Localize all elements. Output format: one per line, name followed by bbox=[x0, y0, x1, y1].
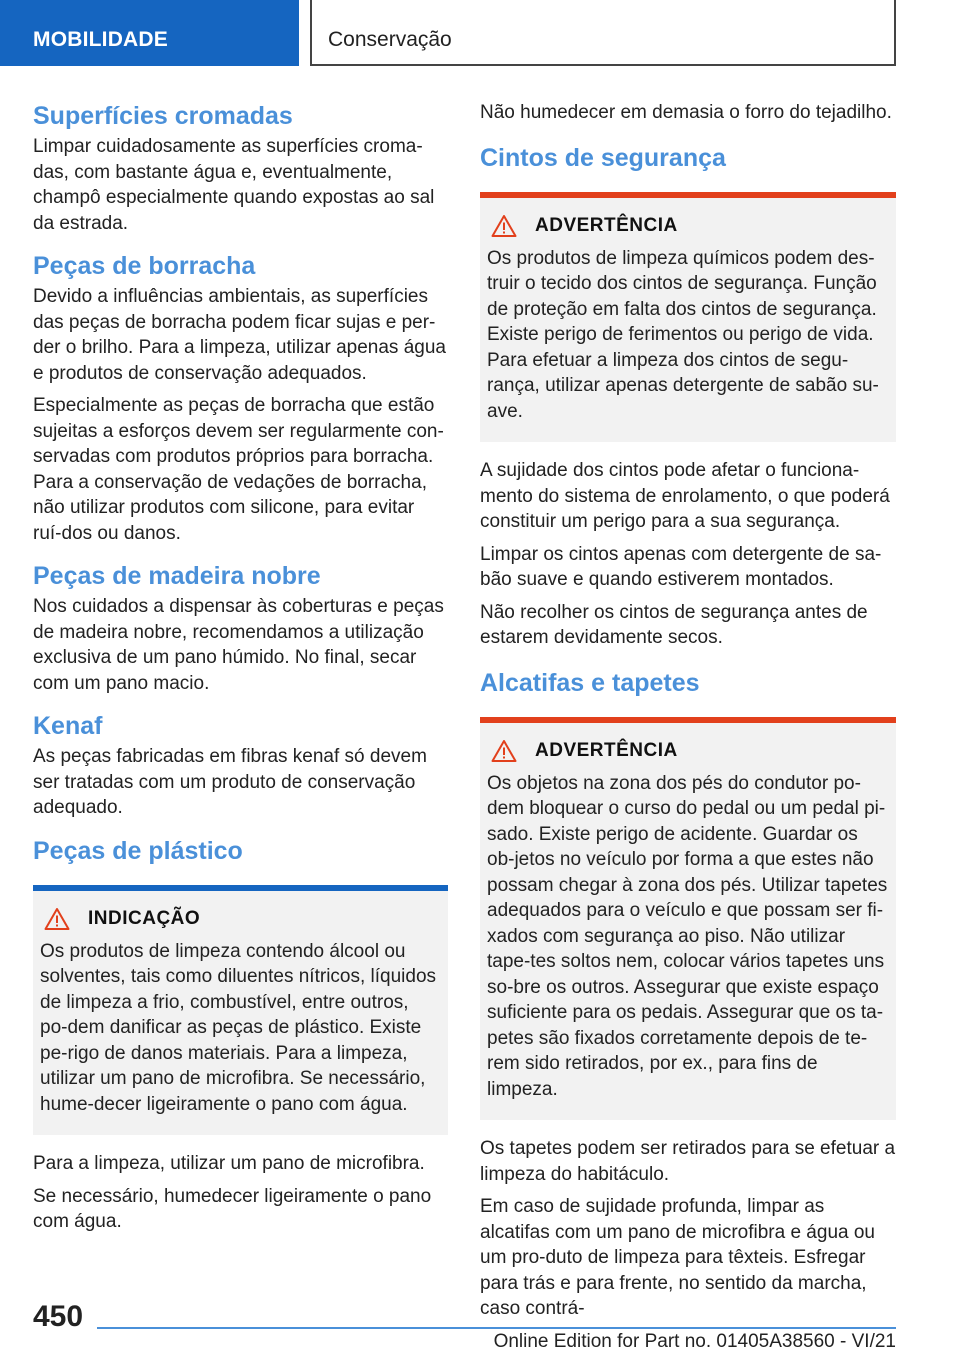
warning-header bbox=[487, 212, 888, 240]
section-kenaf bbox=[33, 710, 448, 821]
paragraph: Os tapetes podem ser retirados para se efetuar a limpeza do habitáculo. bbox=[480, 1138, 896, 1185]
heading-belts: Cintos de segurança bbox=[480, 143, 726, 172]
heading-kenaf: Kenaf bbox=[33, 712, 103, 740]
paragraph: Se necessário, humedecer ligeiramente o pano com água. bbox=[33, 1185, 432, 1232]
heading-chrome: Superfícies cromadas bbox=[33, 102, 293, 130]
notice-text: Os produtos de limpeza contendo álcool ou solventes, tais como diluentes nítricos, líquidos de limpeza a frio, combustível, entre outros, po‐dem danificar as peças de plástico. Existe pe‐rigo de danos materiais. Para a limpeza, utilizar um pano de microfibra. Se necessário, hume‐decer ligeiramente o pano com água. bbox=[40, 940, 437, 1115]
right-column bbox=[480, 100, 896, 1322]
notice-box bbox=[33, 885, 448, 1136]
paragraph: Em caso de sujidade profunda, limpar as alcatifas com um pano de microfibra e água ou um pro‐duto de limpeza para têxteis. Esfregar para trás e para frente, no sentido da marcha, caso contrá‐ bbox=[480, 1196, 875, 1319]
section-rubber bbox=[33, 250, 448, 546]
notice-title: INDICAÇÃO bbox=[88, 907, 201, 929]
notice-header bbox=[40, 905, 440, 933]
warning-text: Os objetos na zona dos pés do condutor po‐dem bloquear o curso do pedal ou um pedal pi‐sado. Existe perigo de acidente. Guardar os ob‐jetos no veículo por forma a que estes não possam chegar à zona dos pés. Utilizar tapetes adequados para o veículo e que possam ser fi‐xados com segurança ao piso. Não utilizar tape‐tes soltos nem, colocar vários tapetes uns so‐bre os outros. Assegurar que existe espaço suficiente para os pedais. Assegurar que os ta‐petes são fixados corretamente depois de te‐rem sido retirados, por ex., para fins de limpeza. bbox=[487, 772, 888, 1100]
section-tab: MOBILIDADE bbox=[0, 0, 299, 66]
paragraph: As peças fabricadas em fibras kenaf só devem ser tratadas com um produto de conservação adequado. bbox=[33, 746, 427, 818]
left-column bbox=[33, 100, 448, 1235]
warning-text: Os produtos de limpeza químicos podem des‐truir o tecido dos cintos de segurança. Função de proteção em falta dos cintos de segurança. Existe perigo de ferimentos ou perigo de vida. Para efetuar a limpeza dos cintos de segu‐rança, utilizar apenas detergente de sabão su‐ave. bbox=[487, 247, 879, 422]
heading-rubber: Peças de borracha bbox=[33, 252, 256, 280]
page-number: 450 bbox=[33, 1300, 84, 1333]
heading-wood: Peças de madeira nobre bbox=[33, 562, 321, 590]
paragraph: A sujidade dos cintos pode afetar o funciona‐mento do sistema de enrolamento, o que poderá constituir um perigo para a sua segurança. bbox=[480, 460, 890, 532]
warning-box bbox=[480, 717, 896, 1121]
section-belts bbox=[480, 142, 896, 651]
footer-edition: Online Edition for Part no. 01405A38560 - VI/21 bbox=[493, 1331, 896, 1352]
section-carpets bbox=[480, 667, 896, 1322]
section-wood bbox=[33, 560, 448, 696]
warning-triangle-icon bbox=[491, 214, 517, 238]
heading-carpets: Alcatifas e tapetes bbox=[480, 668, 700, 697]
chapter-tab: Conservação bbox=[310, 0, 896, 66]
heading-plastic: Peças de plástico bbox=[33, 836, 243, 865]
paragraph: Limpar os cintos apenas com detergente de sa‐bão suave e quando estiverem montados. bbox=[480, 543, 882, 590]
warning-header bbox=[487, 737, 888, 765]
page-header bbox=[0, 0, 960, 66]
section-chrome bbox=[33, 100, 448, 236]
paragraph: Limpar cuidadosamente as superfícies croma‐das, com bastante água e, eventualmente, champô especialmente quando expostas ao sal da estrada. bbox=[33, 136, 435, 234]
footer-divider bbox=[97, 1327, 896, 1329]
warning-title: ADVERTÊNCIA bbox=[535, 739, 678, 761]
warning-box bbox=[480, 192, 896, 443]
section-plastic bbox=[33, 835, 448, 1235]
paragraph: Para a limpeza, utilizar um pano de microfibra. bbox=[33, 1153, 425, 1174]
paragraph: Não recolher os cintos de segurança antes de estarem devidamente secos. bbox=[480, 601, 868, 648]
warning-triangle-icon bbox=[44, 907, 70, 931]
paragraph: Especialmente as peças de borracha que estão sujeitas a esforços devem ser regularmente con‐servadas com produtos próprios para borracha. Para a conservação de vedações de borracha, não utilizar produtos com silicone, para evitar ruí‐dos ou danos. bbox=[33, 395, 444, 544]
paragraph: Devido a influências ambientais, as superfícies das peças de borracha podem ficar sujas e per‐der o brilho. Para a limpeza, utilizar apenas água e produtos de conservação adequados. bbox=[33, 286, 446, 384]
warning-triangle-icon bbox=[491, 739, 517, 763]
paragraph: Nos cuidados a dispensar às coberturas e peças de madeira nobre, recomendamos a utilização exclusiva de um pano húmido. No final, secar com um pano macio. bbox=[33, 596, 444, 694]
warning-title: ADVERTÊNCIA bbox=[535, 214, 678, 236]
paragraph: Não humedecer em demasia o forro do tejadilho. bbox=[480, 102, 892, 123]
